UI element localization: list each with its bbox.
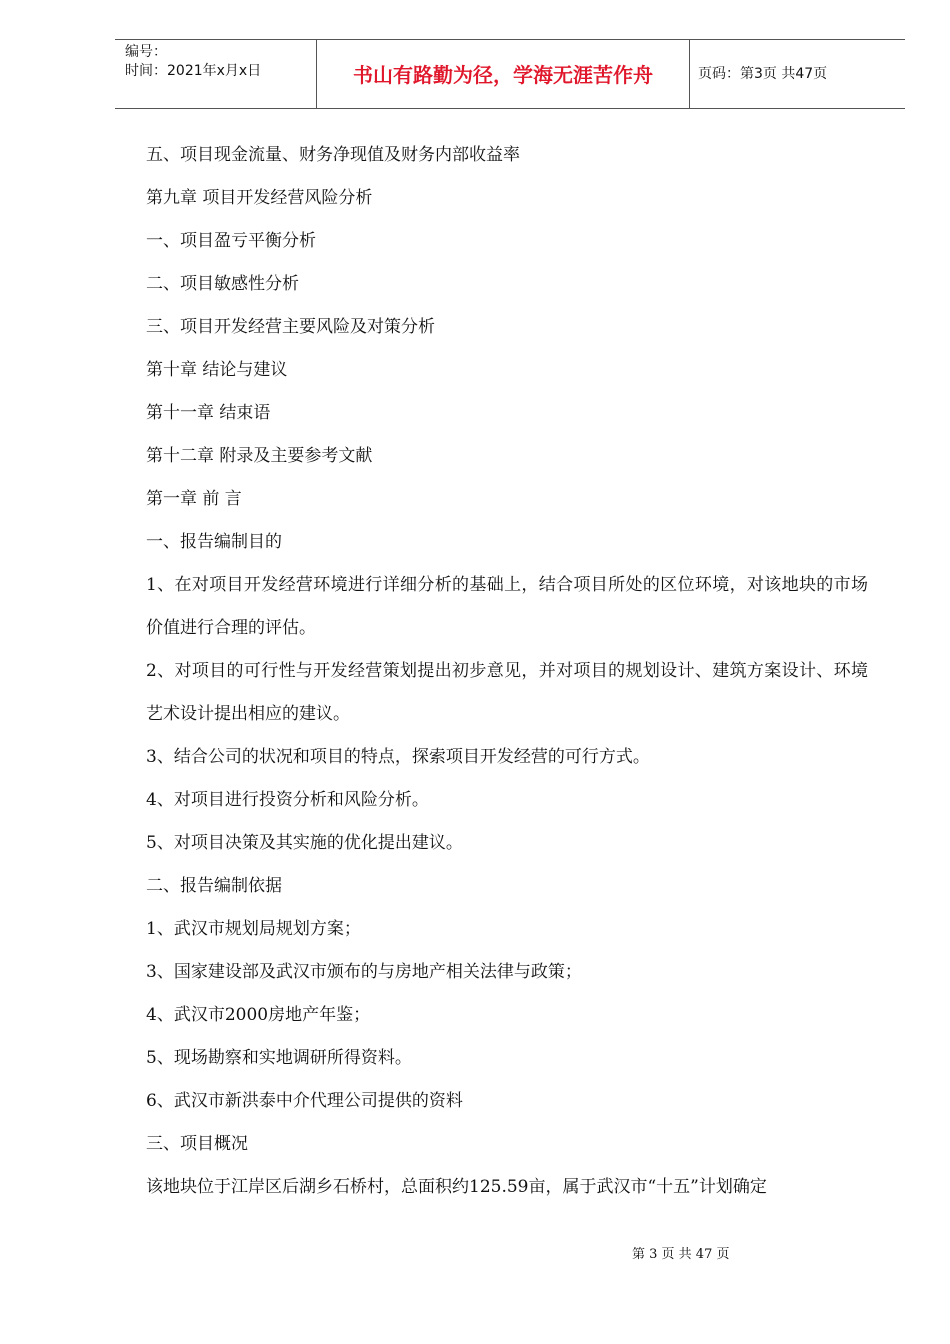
header-meta-cell	[115, 40, 317, 108]
body-line: 该地块位于江岸区后湖乡石桥村，总面积约125.59亩，属于武汉市“十五”计划确定	[146, 1177, 767, 1197]
chapter-heading: 第一章 前 言	[146, 489, 242, 509]
body-line: 二、项目敏感性分析	[146, 274, 299, 294]
body-paragraph: 2、对项目的可行性与开发经营策划提出初步意见，并对项目的规划设计、建筑方案设计、环境艺术设计提出相应的建议。	[146, 661, 868, 724]
document-time-label: 时间：2021年x月x日	[125, 63, 262, 79]
body-line: 4、对项目进行投资分析和风险分析。	[146, 790, 429, 810]
body-line: 一、项目盈亏平衡分析	[146, 231, 316, 251]
body-line: 五、项目现金流量、财务净现值及财务内部收益率	[146, 145, 520, 165]
header-page-cell	[690, 40, 905, 108]
body-line: 3、国家建设部及武汉市颁布的与房地产相关法律与政策；	[146, 962, 582, 982]
document-number-label: 编号：	[125, 44, 167, 60]
body-line: 1、武汉市规划局规划方案；	[146, 919, 361, 939]
header-motto: 书山有路勤为径，学海无涯苦作舟	[353, 63, 653, 87]
chapter-heading: 第十二章 附录及主要参考文献	[146, 446, 373, 466]
body-line: 三、项目开发经营主要风险及对策分析	[146, 317, 435, 337]
section-heading: 一、报告编制目的	[146, 532, 282, 552]
body-line: 4、武汉市2000房地产年鉴；	[146, 1005, 371, 1025]
document-body	[146, 134, 868, 1209]
section-heading: 三、项目概况	[146, 1134, 248, 1154]
chapter-heading: 第九章 项目开发经营风险分析	[146, 188, 373, 208]
page-header	[115, 39, 905, 109]
body-line: 5、现场勘察和实地调研所得资料。	[146, 1048, 412, 1068]
footer-page-number: 第 3 页 共 47 页	[632, 1247, 730, 1262]
header-page-number: 页码：第3页 共47页	[698, 66, 828, 82]
body-line: 5、对项目决策及其实施的优化提出建议。	[146, 833, 463, 853]
section-heading: 二、报告编制依据	[146, 876, 282, 896]
body-line: 6、武汉市新洪泰中介代理公司提供的资料	[146, 1091, 463, 1111]
body-line: 3、结合公司的状况和项目的特点，探索项目开发经营的可行方式。	[146, 747, 650, 767]
header-motto-cell	[317, 40, 690, 108]
chapter-heading: 第十一章 结束语	[146, 403, 271, 423]
chapter-heading: 第十章 结论与建议	[146, 360, 288, 380]
body-paragraph: 1、在对项目开发经营环境进行详细分析的基础上，结合项目所处的区位环境，对该地块的市场价值进行合理的评估。	[146, 575, 868, 638]
